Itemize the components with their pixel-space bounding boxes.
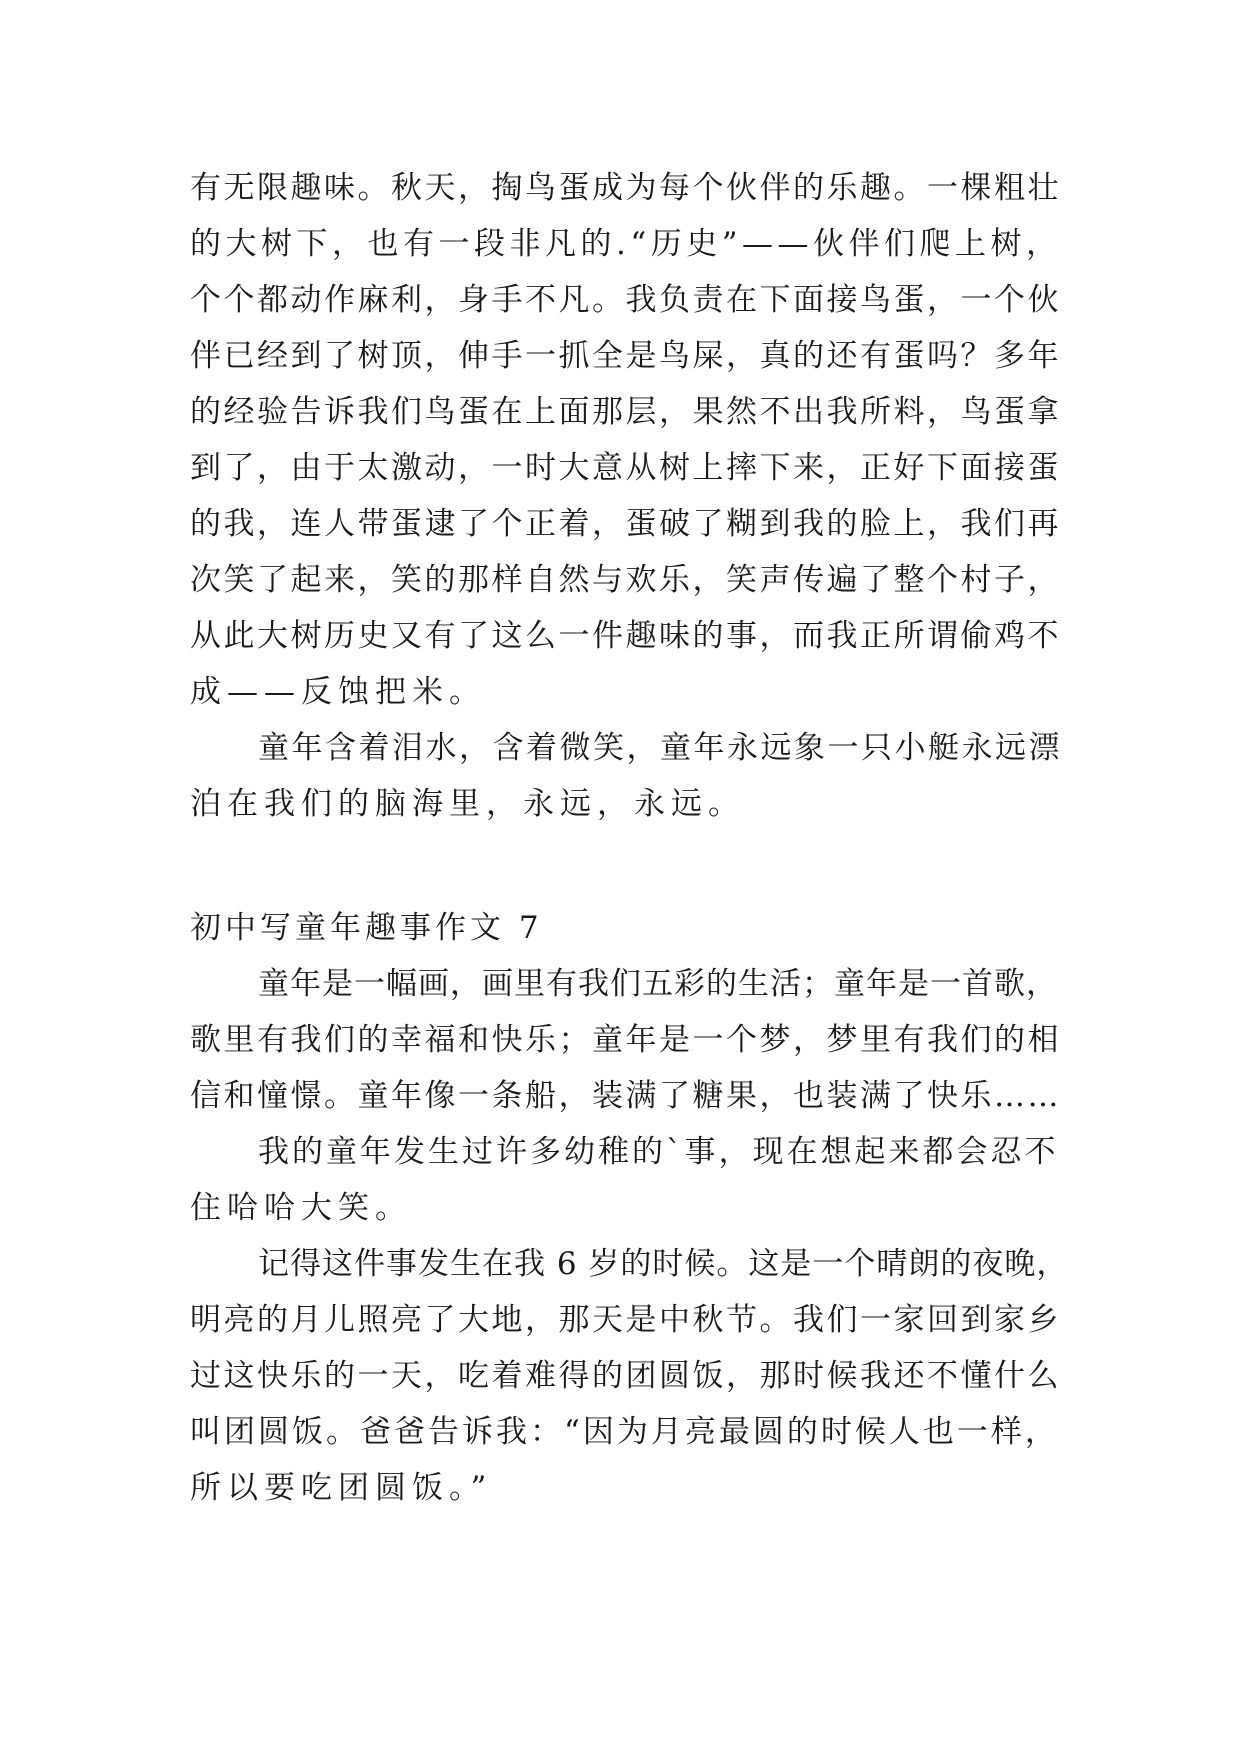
text-line: 的大树下，也有一段非凡的.“历史”——伙伴们爬上树， <box>190 226 1062 262</box>
text-line: 到了，由于太激动，一时大意从树上摔下来，正好下面接蛋 <box>190 450 1061 486</box>
text-line: 过这快乐的一天，吃着难得的团圆饭，那时候我还不懂什么 <box>190 1358 1061 1394</box>
text-line: 个个都动作麻利，身手不凡。我负责在下面接鸟蛋，一个伙 <box>190 282 1061 318</box>
section-heading: 初中写童年趣事作文 7 <box>190 910 543 946</box>
text-line: 信和憧憬。童年像一条船，装满了糖果，也装满了快乐…… <box>190 1078 1061 1114</box>
text-line: 伴已经到了树顶，伸手一抓全是鸟屎，真的还有蛋吗？多年 <box>190 338 1061 374</box>
text-line: 次笑了起来，笑的那样自然与欢乐，笑声传遍了整个村子， <box>190 562 1061 598</box>
paragraph-first-line: 童年是一幅画，画里有我们五彩的生活；童年是一首歌， <box>258 966 1058 1002</box>
text-line: 歌里有我们的幸福和快乐；童年是一个梦，梦里有我们的相 <box>190 1022 1061 1058</box>
text-line: 从此大树历史又有了这么一件趣味的事，而我正所谓偷鸡不 <box>190 618 1061 654</box>
text-line: 成——反蚀把米。 <box>190 674 486 710</box>
text-line: 叫团圆饭。爸爸告诉我：“因为月亮最圆的时候人也一样， <box>190 1414 1059 1450</box>
text-line: 有无限趣味。秋天，掏鸟蛋成为每个伙伴的乐趣。一棵粗壮 <box>190 170 1061 206</box>
paragraph-first-line: 我的童年发生过许多幼稚的`事，现在想起来都会忍不 <box>258 1134 1059 1170</box>
text-line: 泊在我们的脑海里，永远，永远。 <box>190 786 745 822</box>
text-line: 明亮的月儿照亮了大地，那天是中秋节。我们一家回到家乡 <box>190 1302 1061 1338</box>
paragraph-first-line: 记得这件事发生在我 6 岁的时候。这是一个晴朗的夜晚， <box>258 1246 1069 1282</box>
text-line: 的我，连人带蛋逮了个正着，蛋破了糊到我的脸上，我们再 <box>190 506 1061 542</box>
text-line: 的经验告诉我们鸟蛋在上面那层，果然不出我所料，鸟蛋拿 <box>190 394 1061 430</box>
text-line: 所以要吃团圆饭。” <box>190 1470 493 1506</box>
text-line: 住哈哈大笑。 <box>190 1190 412 1226</box>
paragraph-first-line: 童年含着泪水，含着微笑，童年永远象一只小艇永远漂 <box>258 730 1062 766</box>
